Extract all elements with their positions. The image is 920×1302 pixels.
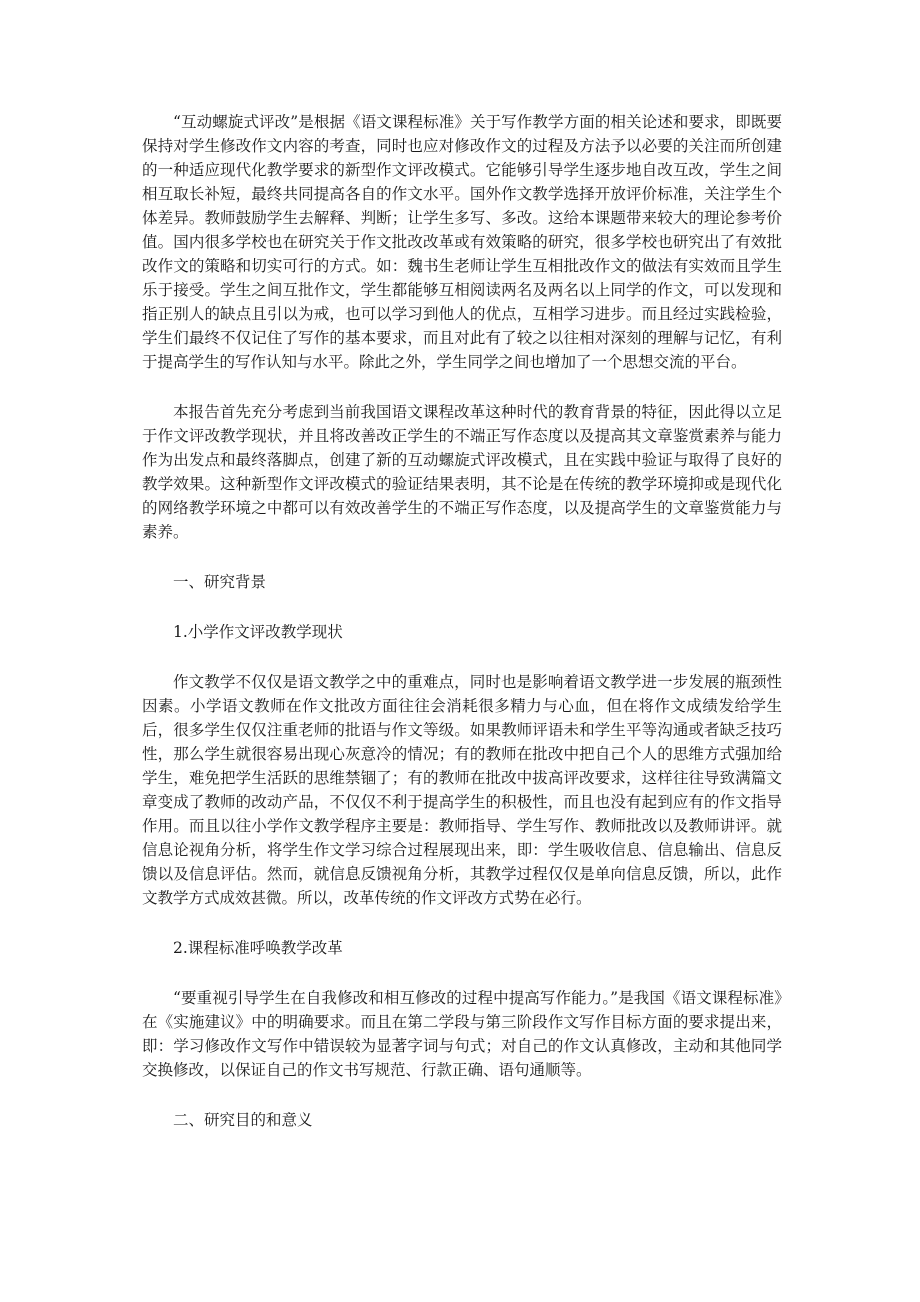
subsection-heading-standards: 2.课程标准呼唤教学改革 xyxy=(173,939,343,957)
paragraph-spacer xyxy=(142,910,782,936)
paragraph-spacer xyxy=(142,594,782,620)
paragraph-spacer xyxy=(142,1082,782,1108)
report-overview-paragraph: 本报告首先充分考虑到当前我国语文课程改革这种时代的教育背景的特征，因此得以立足于作文评改教学现状，并且将改善改正学生的不端正写作态度以及提高其文章鉴赏素养与能力作为出发点和最终落脚点，创建了新的互动螺旋式评改模式，且在实践中验证与取得了良好的教学效果。这种新型作文评改模式的验证结果表明，其不论是在传统的教学环境抑或是现代化的网络教学环境之中都可以有效改善学生的不端正写作态度，以及提高学生的文章鉴赏能力与素养。 xyxy=(142,403,782,541)
standards-paragraph: “要重视引导学生在自我修改和相互修改的过程中提高写作能力。”是我国《语文课程标准》在《实施建议》中的明确要求。而且在第二学段与第三阶段作文写作目标方面的要求提出来，即：学习修改作文写作中错误较为显著字词与句式；对自己的作文认真修改，主动和其他同学交换修改，以保证自己的作文书写规范、行款正确、语句通顺等。 xyxy=(142,989,782,1079)
paragraph-spacer xyxy=(142,374,782,400)
section-heading-background: 一、研究背景 xyxy=(173,573,267,591)
section-heading-purpose: 二、研究目的和意义 xyxy=(173,1111,313,1129)
status-paragraph: 作文教学不仅仅是语文教学之中的重难点，同时也是影响着语文教学进一步发展的瓶颈性因素。小学语文教师在作文批改方面往往会消耗很多精力与心血，但在将作文成绩发给学生后，很多学生仅仅注重老师的批语与作文等级。如果教师评语未和学生平等沟通或者缺乏技巧性，那么学生就很容易出现心灰意冷的情况；有的教师在批改中把自己个人的思维方式强加给学生，难免把学生活跃的思维禁锢了；有的教师在批改中拔高评改要求，这样往往导致满篇文章变成了教师的改动产品，不仅仅不利于提高学生的积极性，而且也没有起到应有的作文指导作用。而且以往小学作文教学程序主要是：教师指导、学生写作、教师批改以及教师讲评。就信息论视角分析，将学生作文学习综合过程展现出来，即：学生吸收信息、信息输出、信息反馈以及信息评估。然而，就信息反馈视角分析，其教学过程仅仅是单向信息反馈，所以，此作文教学方式成效甚微。所以，改革传统的作文评改方式势在必行。 xyxy=(142,673,782,907)
document-page xyxy=(142,110,782,1132)
paragraph-spacer xyxy=(142,644,782,670)
subsection-heading-status: 1.小学作文评改教学现状 xyxy=(173,623,343,641)
paragraph-spacer xyxy=(142,960,782,986)
paragraph-spacer xyxy=(142,544,782,570)
intro-paragraph: “互动螺旋式评改”是根据《语文课程标准》关于写作教学方面的相关论述和要求，即既要保持对学生修改作文内容的考查，同时也应对修改作文的过程及方法予以必要的关注而所创建的一种适应现代化教学要求的新型作文评改模式。它能够引导学生逐步地自改互改，学生之间相互取长补短，最终共同提高各自的作文水平。国外作文教学选择开放评价标准，关注学生个体差异。教师鼓励学生去解释、判断；让学生多写、多改。这给本课题带来较大的理论参考价值。国内很多学校也在研究关于作文批改改革或有效策略的研究，很多学校也研究出了有效批改作文的策略和切实可行的方式。如：魏书生老师让学生互相批改作文的做法有实效而且学生乐于接受。学生之间互批作文，学生都能够互相阅读两名及两名以上同学的作文，可以发现和指正别人的缺点且引以为戒，也可以学习到他人的优点，互相学习进步。而且经过实践检验，学生们最终不仅记住了写作的基本要求，而且对此有了较之以往相对深刻的理解与记忆，有利于提高学生的写作认知与水平。除此之外，学生同学之间也增加了一个思想交流的平台。 xyxy=(142,113,782,371)
